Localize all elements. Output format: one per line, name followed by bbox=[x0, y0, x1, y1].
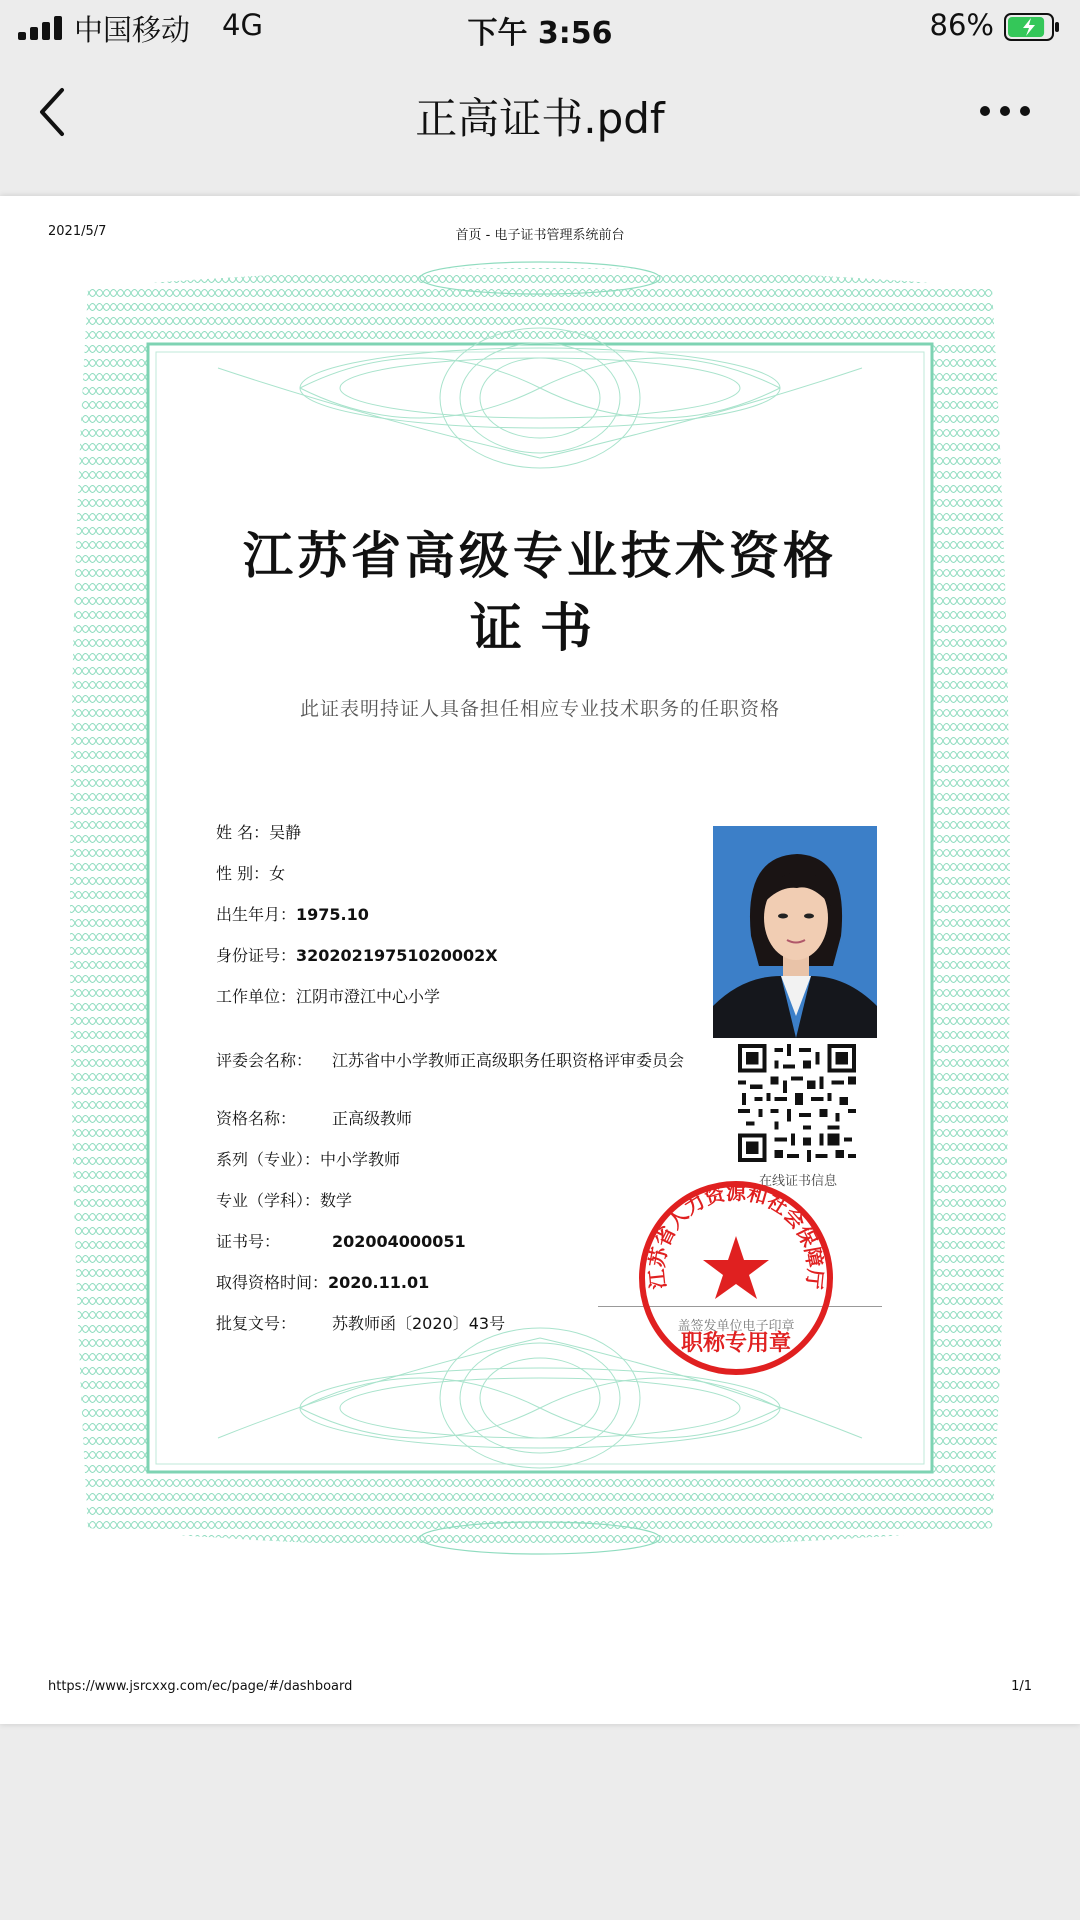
committee-label: 评委会名称： bbox=[216, 1051, 313, 1070]
svg-text:职称专用章: 职称专用章 bbox=[680, 1330, 792, 1356]
battery-charging-icon bbox=[1004, 12, 1060, 42]
nav-bar bbox=[0, 56, 1080, 196]
status-bar bbox=[0, 0, 1080, 56]
holder-photo bbox=[713, 826, 877, 1038]
clock: 下午 3:56 bbox=[467, 16, 613, 51]
carrier-label: 中国移动 bbox=[74, 13, 191, 47]
qualification-value: 正高级教师 bbox=[332, 1109, 413, 1128]
certificate-statement: 此证表明持证人具备担任相应专业技术职务的任职资格 bbox=[299, 698, 780, 720]
more-dot-icon bbox=[1000, 106, 1010, 116]
work-value: 江阴市澄江中心小学 bbox=[296, 987, 441, 1006]
id-label: 身份证号： bbox=[216, 946, 297, 965]
approval-row bbox=[216, 1311, 505, 1334]
series-value: 中小学教师 bbox=[320, 1150, 401, 1169]
certificate-title: 江苏省高级专业技术资格 bbox=[243, 526, 837, 585]
print-date: 2021/5/7 bbox=[48, 224, 107, 239]
birth-label: 出生年月： bbox=[216, 905, 297, 924]
qualification-row bbox=[216, 1106, 412, 1129]
series-label: 系列（专业）： bbox=[216, 1150, 321, 1169]
committee-value: 江苏省中小学教师正高级职务任职资格评审委员会 bbox=[332, 1051, 685, 1070]
birth-row bbox=[216, 902, 369, 925]
id-row bbox=[216, 943, 498, 966]
approval-label: 批复文号： bbox=[216, 1314, 297, 1333]
more-options-button[interactable] bbox=[970, 96, 1040, 126]
series-row bbox=[216, 1147, 400, 1170]
certificate bbox=[68, 258, 1012, 1558]
qualification-label: 资格名称： bbox=[216, 1109, 297, 1128]
birth-value: 1975.10 bbox=[296, 905, 369, 924]
network-type: 4G bbox=[222, 8, 263, 42]
obtain-time-label: 取得资格时间： bbox=[216, 1273, 329, 1292]
certificate-subtitle: 证书 bbox=[469, 598, 610, 659]
pdf-page[interactable] bbox=[0, 196, 1080, 1724]
gender-label: 性 别： bbox=[216, 864, 270, 883]
work-label: 工作单位： bbox=[216, 987, 297, 1006]
svg-text:江苏省人力资源和社会保障厅: 江苏省人力资源和社会保障厅 bbox=[644, 1180, 828, 1291]
work-row bbox=[216, 984, 440, 1007]
gender-row bbox=[216, 861, 285, 884]
cert-no-row bbox=[216, 1229, 466, 1252]
obtain-time-value: 2020.11.01 bbox=[328, 1273, 430, 1292]
print-title: 首页 - 电子证书管理系统前台 bbox=[455, 228, 625, 243]
qr-caption: 在线证书信息 bbox=[758, 1174, 837, 1189]
cert-no-label: 证书号： bbox=[216, 1232, 281, 1251]
name-row bbox=[216, 820, 301, 843]
official-red-seal bbox=[636, 1178, 836, 1378]
cert-no-value: 202004000051 bbox=[332, 1232, 466, 1251]
print-url: https://www.jsrcxxg.com/ec/page/#/dashboard bbox=[48, 1679, 353, 1694]
major-label: 专业（学科）： bbox=[216, 1191, 321, 1210]
committee-row bbox=[216, 1048, 684, 1071]
gender-value: 女 bbox=[269, 864, 286, 883]
qr-code[interactable] bbox=[738, 1044, 856, 1162]
battery-percent: 86% bbox=[929, 8, 994, 42]
more-dot-icon bbox=[1020, 106, 1030, 116]
document-title: 正高证书.pdf bbox=[415, 94, 665, 143]
major-row bbox=[216, 1188, 352, 1211]
obtain-time-row bbox=[216, 1270, 429, 1293]
print-page-number: 1/1 bbox=[1011, 1679, 1032, 1694]
more-dot-icon bbox=[980, 106, 990, 116]
name-value: 吴静 bbox=[269, 823, 302, 842]
name-label: 姓 名： bbox=[216, 823, 270, 842]
id-value: 32020219751020002X bbox=[296, 946, 498, 965]
svg-text:盖签发单位电子印章: 盖签发单位电子印章 bbox=[677, 1319, 795, 1334]
approval-value: 苏教师函〔2020〕43号 bbox=[332, 1314, 506, 1333]
major-value: 数学 bbox=[320, 1191, 353, 1210]
